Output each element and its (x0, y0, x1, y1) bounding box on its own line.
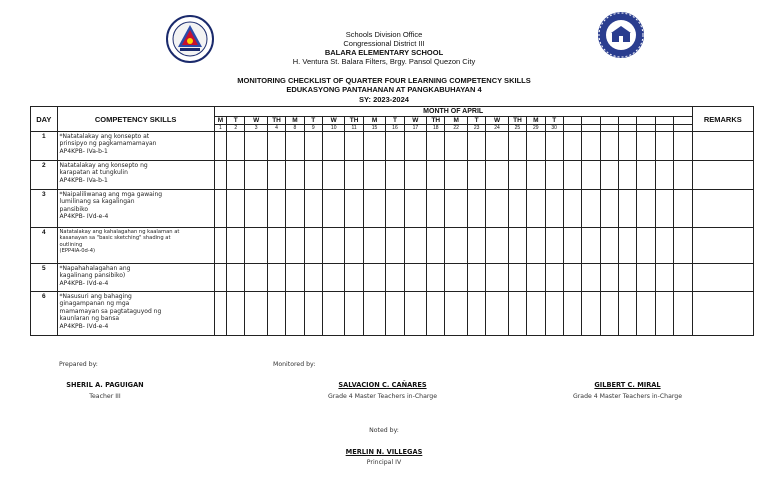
prepared-name: SHERIL A. PAGUIGAN (66, 381, 144, 389)
check-cell[interactable] (582, 264, 600, 292)
check-cell[interactable] (600, 190, 618, 228)
check-cell[interactable] (304, 161, 322, 190)
check-cell[interactable] (267, 292, 285, 336)
check-cell[interactable] (619, 264, 637, 292)
weekday-cell (655, 117, 673, 125)
weekday-cell: W (322, 117, 344, 125)
date-cell (582, 125, 600, 132)
check-cell[interactable] (600, 292, 618, 336)
check-cell[interactable] (322, 264, 344, 292)
check-cell[interactable] (637, 228, 655, 264)
weekday-cell: W (486, 117, 508, 125)
check-cell[interactable] (508, 264, 526, 292)
weekday-cell: W (245, 117, 267, 125)
check-cell[interactable] (245, 161, 267, 190)
check-cell[interactable] (445, 161, 467, 190)
check-cell[interactable] (386, 292, 404, 336)
weekday-cell (563, 117, 581, 125)
monitor1-name: SALVACION C. CAÑARES (338, 381, 427, 389)
date-cell (674, 125, 692, 132)
check-cell[interactable] (363, 292, 385, 336)
check-cell[interactable] (363, 190, 385, 228)
check-cell[interactable] (545, 292, 563, 336)
check-cell[interactable] (267, 264, 285, 292)
date-cell (600, 125, 618, 132)
check-cell[interactable] (404, 264, 426, 292)
row-skill: *Napahahalagahan ang kagalinang pansibiko) AP4KPB- IVd-e-4 (57, 264, 214, 292)
check-cell[interactable] (674, 228, 692, 264)
date-cell: 25 (508, 125, 526, 132)
check-cell[interactable] (404, 292, 426, 336)
date-cell: 4 (267, 125, 285, 132)
checklist-rows (31, 132, 754, 336)
check-cell[interactable] (345, 264, 363, 292)
check-cell[interactable] (637, 264, 655, 292)
prepared-role: Teacher III (89, 393, 121, 400)
check-cell[interactable] (582, 132, 600, 161)
date-cell (563, 125, 581, 132)
weekday-cell: T (227, 117, 245, 125)
check-cell[interactable] (582, 190, 600, 228)
check-cell[interactable] (545, 264, 563, 292)
prepared-by-label: Prepared by: (59, 361, 98, 368)
check-cell[interactable] (322, 190, 344, 228)
check-cell[interactable] (345, 132, 363, 161)
check-cell[interactable] (445, 264, 467, 292)
row-day: 5 (31, 264, 58, 292)
check-cell[interactable] (245, 190, 267, 228)
check-cell[interactable] (637, 161, 655, 190)
monitored-by-label: Monitored by: (273, 361, 316, 368)
check-cell[interactable] (467, 132, 485, 161)
date-cell: 10 (322, 125, 344, 132)
check-cell[interactable] (227, 132, 245, 161)
weekday-cell (619, 117, 637, 125)
check-cell[interactable] (467, 264, 485, 292)
check-cell[interactable] (545, 228, 563, 264)
check-cell[interactable] (563, 161, 581, 190)
date-cell: 11 (345, 125, 363, 132)
check-cell[interactable] (674, 132, 692, 161)
check-cell[interactable] (637, 190, 655, 228)
check-cell[interactable] (227, 190, 245, 228)
check-cell[interactable] (245, 132, 267, 161)
check-cell[interactable] (304, 190, 322, 228)
check-cell[interactable] (655, 161, 673, 190)
row-day: 2 (31, 161, 58, 190)
check-cell[interactable] (267, 228, 285, 264)
weekday-cell: M (445, 117, 467, 125)
check-cell[interactable] (527, 292, 545, 336)
date-cell: 3 (245, 125, 267, 132)
weekday-cell: T (467, 117, 485, 125)
check-cell[interactable] (304, 228, 322, 264)
check-cell[interactable] (563, 228, 581, 264)
check-cell[interactable] (655, 264, 673, 292)
weekday-cell: T (386, 117, 404, 125)
date-cell: 16 (386, 125, 404, 132)
date-cell: 1 (214, 125, 226, 132)
check-cell[interactable] (214, 292, 226, 336)
remarks-cell[interactable] (692, 292, 753, 336)
noted-name: MERLIN N. VILLEGAS (345, 448, 423, 456)
date-cell: 8 (286, 125, 304, 132)
check-cell[interactable] (655, 132, 673, 161)
weekday-cell: T (545, 117, 563, 125)
check-cell[interactable] (363, 132, 385, 161)
monitor2-name: GILBERT C. MIRAL (594, 381, 661, 389)
check-cell[interactable] (345, 292, 363, 336)
check-cell[interactable] (345, 161, 363, 190)
check-cell[interactable] (267, 190, 285, 228)
check-cell[interactable] (674, 292, 692, 336)
check-cell[interactable] (427, 190, 445, 228)
check-cell[interactable] (563, 132, 581, 161)
check-cell[interactable] (286, 292, 304, 336)
monitor1-role: Grade 4 Master Teachers in-Charge (327, 393, 438, 400)
check-cell[interactable] (404, 190, 426, 228)
check-cell[interactable] (508, 161, 526, 190)
noted-role: Principal IV (366, 459, 402, 466)
division-office: Schools Division Office (345, 30, 423, 39)
check-cell[interactable] (486, 264, 508, 292)
row-day: 1 (31, 132, 58, 161)
check-cell[interactable] (386, 264, 404, 292)
check-cell[interactable] (619, 228, 637, 264)
check-cell[interactable] (619, 292, 637, 336)
check-cell[interactable] (304, 132, 322, 161)
check-cell[interactable] (227, 228, 245, 264)
row-skill: *Natatalakay ang konsepto at prinsipyo ng pagkamamamayan AP4KPB- IVa-b-1 (57, 132, 214, 161)
month-header: MONTH OF APRIL (214, 107, 692, 117)
weekday-cell: TH (345, 117, 363, 125)
date-cell (619, 125, 637, 132)
check-cell[interactable] (582, 228, 600, 264)
table-row (31, 292, 754, 336)
school-year: SY: 2023-2024 (359, 95, 409, 104)
check-cell[interactable] (214, 161, 226, 190)
check-cell[interactable] (404, 132, 426, 161)
weekday-cell (674, 117, 692, 125)
check-cell[interactable] (674, 264, 692, 292)
weekday-cell: TH (427, 117, 445, 125)
check-cell[interactable] (508, 132, 526, 161)
check-cell[interactable] (363, 228, 385, 264)
check-cell[interactable] (655, 190, 673, 228)
check-cell[interactable] (563, 264, 581, 292)
weekday-cell: T (304, 117, 322, 125)
check-cell[interactable] (404, 228, 426, 264)
check-cell[interactable] (286, 228, 304, 264)
row-skill: Natatalakay ang konsepto ng karapatan at tungkulin AP4KPB- IVa-b-1 (57, 161, 214, 190)
check-cell[interactable] (227, 292, 245, 336)
check-cell[interactable] (655, 292, 673, 336)
check-cell[interactable] (427, 132, 445, 161)
school-name: BALARA ELEMENTARY SCHOOL (324, 48, 444, 57)
remarks-cell[interactable] (692, 190, 753, 228)
check-cell[interactable] (322, 292, 344, 336)
document-title: MONITORING CHECKLIST OF QUARTER FOUR LEARNING COMPETENCY SKILLS (237, 76, 531, 85)
check-cell[interactable] (214, 264, 226, 292)
check-cell[interactable] (445, 228, 467, 264)
noted-by-label: Noted by: (369, 427, 399, 434)
check-cell[interactable] (619, 190, 637, 228)
table-row (31, 264, 754, 292)
check-cell[interactable] (286, 264, 304, 292)
weekday-cell (600, 117, 618, 125)
table-row (31, 228, 754, 264)
row-skill: Natatalakay ang kahalagahan ng kaalaman at kasanayan sa "basic sketching" shading at outlining (EPP4IA-0d-4) (57, 228, 214, 264)
check-cell[interactable] (386, 190, 404, 228)
check-cell[interactable] (527, 161, 545, 190)
row-day: 6 (31, 292, 58, 336)
check-cell[interactable] (467, 292, 485, 336)
check-cell[interactable] (527, 190, 545, 228)
subject-title: EDUKASYONG PANTAHANAN AT PANGKABUHAYAN 4 (286, 85, 482, 94)
row-day: 4 (31, 228, 58, 264)
weekday-cell: TH (508, 117, 526, 125)
check-cell[interactable] (600, 228, 618, 264)
date-cell: 18 (427, 125, 445, 132)
check-cell[interactable] (363, 161, 385, 190)
check-cell[interactable] (582, 161, 600, 190)
check-cell[interactable] (245, 228, 267, 264)
check-cell[interactable] (363, 264, 385, 292)
date-cell: 30 (545, 125, 563, 132)
check-cell[interactable] (545, 190, 563, 228)
check-cell[interactable] (545, 132, 563, 161)
check-cell[interactable] (674, 190, 692, 228)
row-skill: *Naipaliliwanag ang mga gawaing lumilinang sa kagalingan pansibiko AP4KPB- IVd-e-4 (57, 190, 214, 228)
remarks-cell[interactable] (692, 264, 753, 292)
weekday-cell (637, 117, 655, 125)
check-cell[interactable] (386, 132, 404, 161)
check-cell[interactable] (527, 132, 545, 161)
check-cell[interactable] (245, 264, 267, 292)
weekday-cell (582, 117, 600, 125)
check-cell[interactable] (214, 132, 226, 161)
check-cell[interactable] (600, 132, 618, 161)
check-cell[interactable] (467, 190, 485, 228)
check-cell[interactable] (674, 161, 692, 190)
weekday-cell: TH (267, 117, 285, 125)
weekday-cell: M (527, 117, 545, 125)
check-cell[interactable] (563, 292, 581, 336)
check-cell[interactable] (286, 132, 304, 161)
check-cell[interactable] (582, 292, 600, 336)
skills-header: COMPETENCY SKILLS (57, 107, 214, 132)
check-cell[interactable] (427, 292, 445, 336)
check-cell[interactable] (386, 161, 404, 190)
check-cell[interactable] (322, 161, 344, 190)
remarks-cell[interactable] (692, 161, 753, 190)
weekday-cell: M (214, 117, 226, 125)
school-address: H. Ventura St. Balara Filters, Brgy. Pansol Quezon City (292, 57, 476, 66)
check-cell[interactable] (227, 161, 245, 190)
table-row (31, 161, 754, 190)
date-cell: 23 (467, 125, 485, 132)
check-cell[interactable] (386, 228, 404, 264)
check-cell[interactable] (467, 161, 485, 190)
weekday-cell: M (286, 117, 304, 125)
check-cell[interactable] (445, 292, 467, 336)
check-cell[interactable] (427, 264, 445, 292)
check-cell[interactable] (655, 228, 673, 264)
check-cell[interactable] (486, 161, 508, 190)
check-cell[interactable] (563, 190, 581, 228)
check-cell[interactable] (637, 132, 655, 161)
check-cell[interactable] (304, 292, 322, 336)
date-cell: 15 (363, 125, 385, 132)
check-cell[interactable] (508, 292, 526, 336)
checklist-table (30, 106, 754, 336)
check-cell[interactable] (245, 292, 267, 336)
check-cell[interactable] (322, 132, 344, 161)
check-cell[interactable] (304, 264, 322, 292)
check-cell[interactable] (508, 190, 526, 228)
check-cell[interactable] (286, 161, 304, 190)
date-cell (655, 125, 673, 132)
weekday-cell: W (404, 117, 426, 125)
date-cell: 17 (404, 125, 426, 132)
check-cell[interactable] (486, 228, 508, 264)
check-cell[interactable] (527, 264, 545, 292)
date-cell: 9 (304, 125, 322, 132)
check-cell[interactable] (286, 190, 304, 228)
check-cell[interactable] (619, 161, 637, 190)
check-cell[interactable] (486, 190, 508, 228)
check-cell[interactable] (445, 132, 467, 161)
check-cell[interactable] (600, 264, 618, 292)
district: Congressional District III (343, 39, 425, 48)
date-cell: 24 (486, 125, 508, 132)
check-cell[interactable] (600, 161, 618, 190)
remarks-cell[interactable] (692, 228, 753, 264)
day-header: DAY (31, 107, 58, 132)
check-cell[interactable] (322, 228, 344, 264)
table-row (31, 190, 754, 228)
check-cell[interactable] (486, 132, 508, 161)
row-day: 3 (31, 190, 58, 228)
check-cell[interactable] (345, 190, 363, 228)
date-cell: 22 (445, 125, 467, 132)
check-cell[interactable] (214, 228, 226, 264)
row-skill: *Nasusuri ang bahaging ginagampanan ng mga mamamayan sa pagtataguyod ng kaunlaran ng bansa AP4KPB- IVd-e-4 (57, 292, 214, 336)
check-cell[interactable] (508, 228, 526, 264)
check-cell[interactable] (345, 228, 363, 264)
table-row (31, 132, 754, 161)
remarks-cell[interactable] (692, 132, 753, 161)
check-cell[interactable] (445, 190, 467, 228)
check-cell[interactable] (467, 228, 485, 264)
check-cell[interactable] (527, 228, 545, 264)
check-cell[interactable] (267, 161, 285, 190)
check-cell[interactable] (637, 292, 655, 336)
check-cell[interactable] (427, 228, 445, 264)
check-cell[interactable] (427, 161, 445, 190)
check-cell[interactable] (267, 132, 285, 161)
date-cell: 29 (527, 125, 545, 132)
remarks-header: REMARKS (692, 107, 753, 132)
check-cell[interactable] (404, 161, 426, 190)
check-cell[interactable] (214, 190, 226, 228)
weekday-cell: M (363, 117, 385, 125)
check-cell[interactable] (227, 264, 245, 292)
date-cell: 2 (227, 125, 245, 132)
monitor2-role: Grade 4 Master Teachers in-Charge (572, 393, 683, 400)
check-cell[interactable] (545, 161, 563, 190)
date-cell (637, 125, 655, 132)
check-cell[interactable] (619, 132, 637, 161)
check-cell[interactable] (486, 292, 508, 336)
